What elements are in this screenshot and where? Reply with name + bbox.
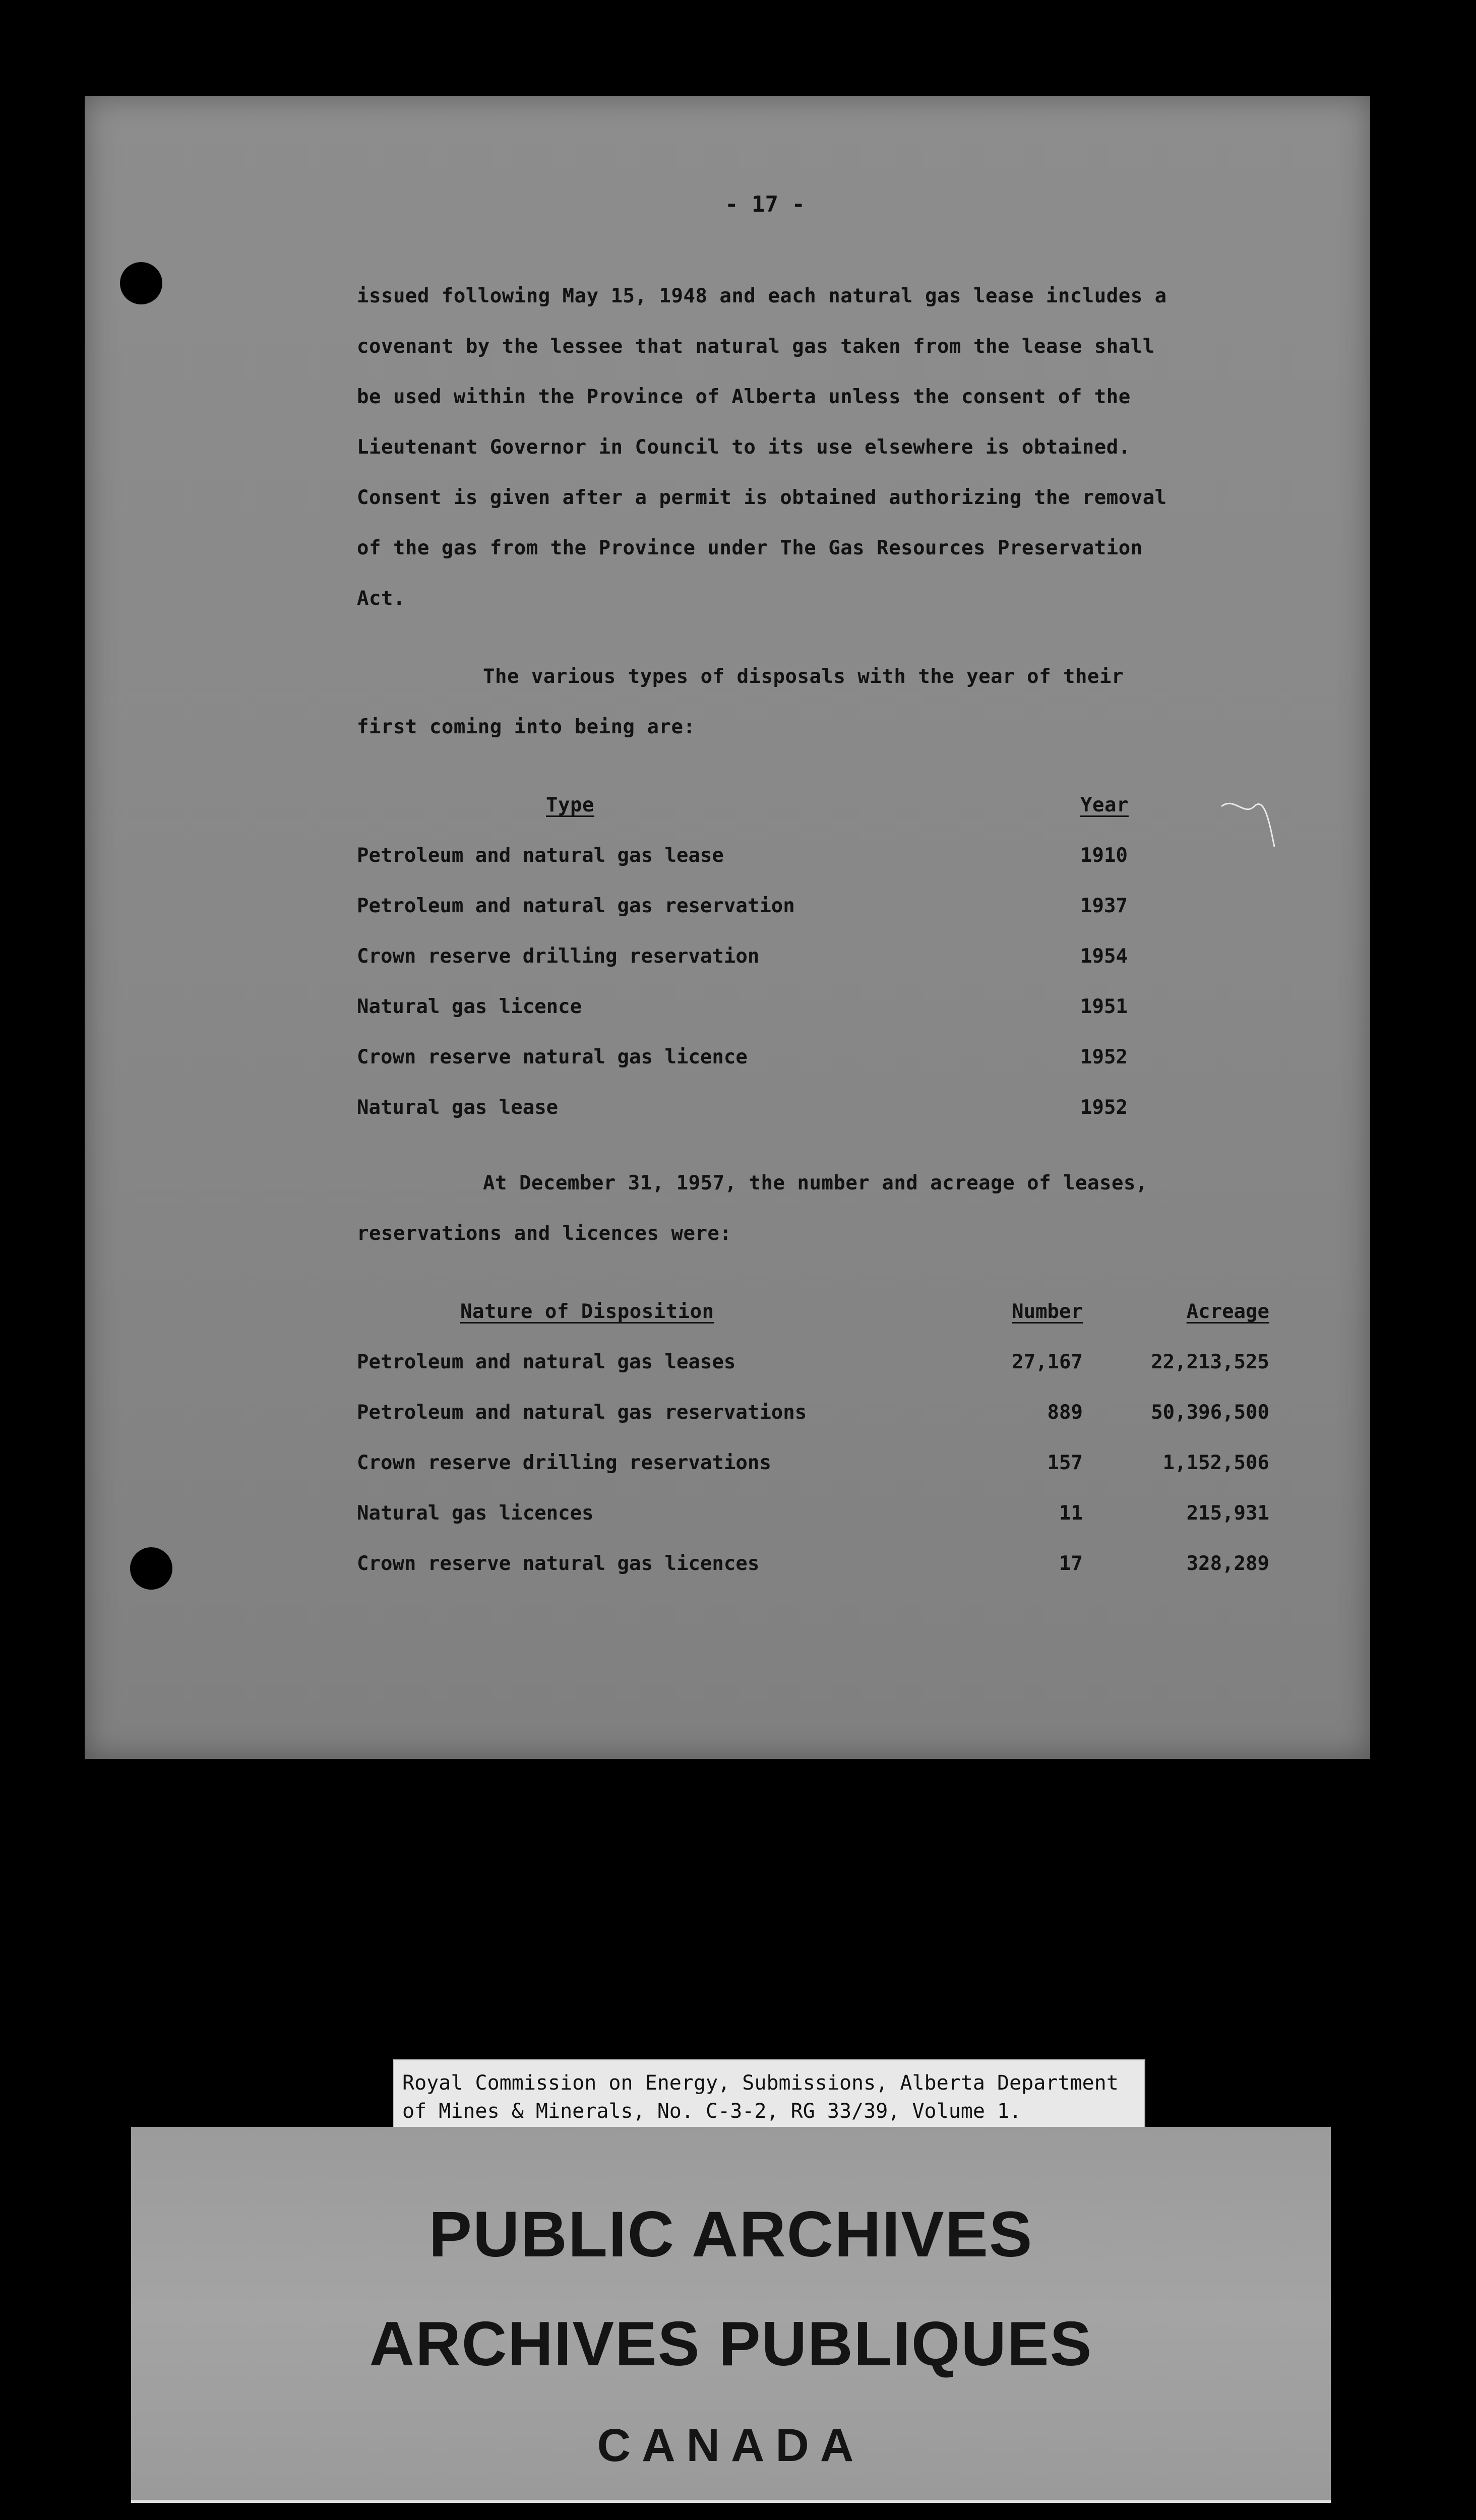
types-row-year: 1937	[1080, 895, 1128, 917]
scratch-mark	[1219, 791, 1284, 857]
dispositions-row-acreage: 215,931	[1186, 1502, 1269, 1525]
dispositions-row-acreage: 50,396,500	[1151, 1401, 1269, 1424]
types-row-year: 1910	[1080, 844, 1128, 867]
paragraph-line: issued following May 15, 1948 and each natural gas lease includes a	[357, 285, 1167, 307]
dispositions-row-nature: Natural gas licences	[357, 1502, 594, 1525]
dispositions-row-number: 17	[1059, 1552, 1083, 1575]
types-row-type: Petroleum and natural gas reservation	[357, 895, 795, 917]
types-row-year: 1952	[1080, 1096, 1128, 1119]
stamp-line-2: ARCHIVES PUBLIQUES	[369, 2309, 1093, 2379]
intro-types-line: first coming into being are:	[357, 716, 696, 738]
document-page	[85, 96, 1370, 1759]
archive-label-line: Royal Commission on Energy, Submissions, Alberta Department	[402, 2071, 1119, 2095]
intro-dispositions-line: At December 31, 1957, the number and acreage of leases,	[483, 1172, 1148, 1194]
paragraph-line: Lieutenant Governor in Council to its use elsewhere is obtained.	[357, 436, 1131, 459]
punch-hole-bottom	[130, 1547, 172, 1590]
dispositions-row-number: 11	[1059, 1502, 1083, 1525]
dispositions-row-nature: Petroleum and natural gas leases	[357, 1351, 736, 1373]
types-row-type: Natural gas licence	[357, 995, 582, 1018]
stamp-line-3: CANADA	[597, 2420, 865, 2471]
intro-dispositions-line: reservations and licences were:	[357, 1222, 732, 1245]
types-row-type: Crown reserve drilling reservation	[357, 945, 760, 968]
intro-types-line: The various types of disposals with the year of their	[483, 665, 1124, 688]
dispositions-row-nature: Crown reserve natural gas licences	[357, 1552, 760, 1575]
archive-label-line: of Mines & Minerals, No. C-3-2, RG 33/39, Volume 1.	[402, 2100, 1022, 2123]
dispositions-row-number: 157	[1047, 1452, 1083, 1474]
types-header-year: Year	[1080, 794, 1129, 816]
dispositions-row-nature: Crown reserve drilling reservations	[357, 1452, 771, 1474]
dispositions-header-acreage: Acreage	[1186, 1300, 1269, 1323]
dispositions-header-nature: Nature of Disposition	[460, 1300, 714, 1323]
dispositions-row-acreage: 328,289	[1186, 1552, 1269, 1575]
archives-stamp	[131, 2127, 1331, 2503]
types-row-year: 1952	[1080, 1046, 1128, 1068]
paragraph-line: Act.	[357, 587, 405, 610]
archive-reference-label	[393, 2059, 1145, 2137]
dispositions-row-nature: Petroleum and natural gas reservations	[357, 1401, 807, 1424]
dispositions-row-acreage: 22,213,525	[1151, 1351, 1269, 1373]
dispositions-row-number: 27,167	[1012, 1351, 1083, 1373]
paragraph-line: be used within the Province of Alberta unless the consent of the	[357, 386, 1131, 408]
types-row-year: 1951	[1080, 995, 1128, 1018]
stamp-line-1: PUBLIC ARCHIVES	[428, 2198, 1033, 2271]
punch-hole-top	[120, 262, 162, 304]
types-row-type: Petroleum and natural gas lease	[357, 844, 724, 867]
dispositions-row-number: 889	[1047, 1401, 1083, 1424]
paragraph-line: covenant by the lessee that natural gas taken from the lease shall	[357, 335, 1155, 358]
paragraph-line: of the gas from the Province under The Gas Resources Preservation	[357, 537, 1143, 559]
types-row-year: 1954	[1080, 945, 1128, 968]
dispositions-row-acreage: 1,152,506	[1162, 1452, 1269, 1474]
types-header-type: Type	[546, 794, 594, 816]
dispositions-header-number: Number	[1012, 1300, 1083, 1323]
page-number: - 17 -	[725, 192, 805, 217]
types-row-type: Crown reserve natural gas licence	[357, 1046, 748, 1068]
paragraph-line: Consent is given after a permit is obtained authorizing the removal	[357, 486, 1167, 509]
types-row-type: Natural gas lease	[357, 1096, 559, 1119]
